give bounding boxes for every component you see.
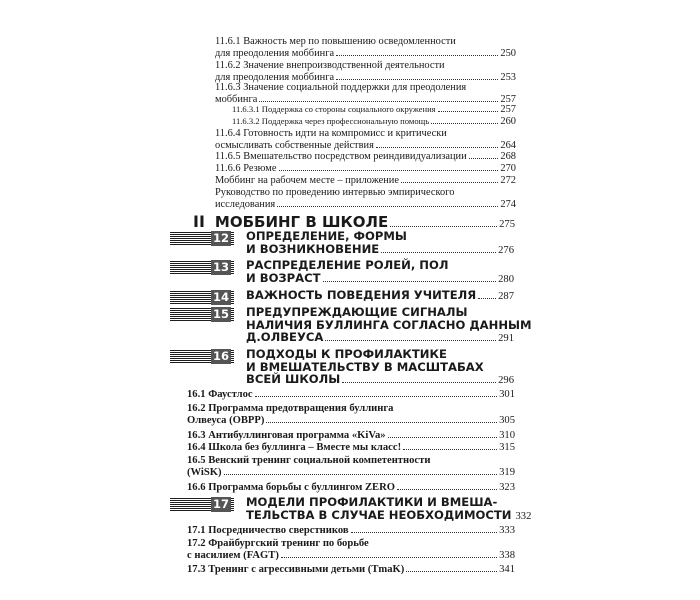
toc-entry-11-6-6: 11.6.6 Резюме 270 bbox=[215, 163, 516, 174]
page-number: 301 bbox=[499, 389, 515, 400]
chapter-15: 15 ПРЕДУПРЕЖДАЮЩИЕ СИГНАЛЫ НАЛИЧИЯ БУЛЛИНГА СОГЛАСНО ДАННЫМ Д.ОЛВЕУСА 291 bbox=[170, 306, 514, 346]
section-title: МОББИНГ В ШКОЛЕ bbox=[214, 213, 389, 231]
page-number: 274 bbox=[500, 198, 516, 210]
chapter-12: 12 ОПРЕДЕЛЕНИЕ, ФОРМЫ И ВОЗНИКНОВЕНИЕ 276 bbox=[170, 230, 514, 258]
toc-entry-11-6-5: 11.6.5 Вмешательство посредством реиндивидуализации 268 bbox=[215, 151, 516, 162]
page-number: 296 bbox=[498, 375, 514, 386]
page-number: 270 bbox=[500, 163, 516, 174]
toc-entry-11-6-4: 11.6.4 Готовность идти на компромисс и критически осмысливать собственные действия 264 bbox=[215, 128, 516, 151]
toc-entry-17-1: 17.1 Посредничество сверстников 333 bbox=[187, 525, 515, 536]
page-number: 305 bbox=[499, 414, 515, 426]
toc-entry-11-6-1: 11.6.1 Важность мер по повышению осведомленности для преодоления моббинга 250 bbox=[215, 36, 516, 59]
chapter-number-bar bbox=[170, 261, 234, 275]
section-number: II bbox=[193, 212, 205, 231]
toc-entry-16-5: 16.5 Венский тренинг социальной компетентности (WiSK) 319 bbox=[187, 455, 515, 478]
toc-entry-11-6-3-2: 11.6.3.2 Поддержка через профессиональную помощь 260 bbox=[232, 116, 516, 127]
chapter-number-bar bbox=[170, 232, 234, 246]
toc-entry-16-6: 16.6 Программа борьбы с буллингом ZERO 323 bbox=[187, 482, 515, 493]
page-number: 257 bbox=[500, 93, 516, 105]
chapter-number: 17 bbox=[212, 497, 229, 511]
toc-entry-17-3: 17.3 Тренинг с агрессивными детьми (TmaK) 341 bbox=[187, 564, 515, 575]
page-number: 268 bbox=[500, 151, 516, 162]
page-number: 260 bbox=[500, 116, 516, 127]
toc-entry-16-2: 16.2 Программа предотвращения буллинга Олвеуса (OBPP) 305 bbox=[187, 403, 515, 426]
chapter-number-bar bbox=[170, 291, 234, 305]
page-number: 291 bbox=[498, 333, 514, 344]
toc-entry-appendix: Моббинг на рабочем месте – приложение 272 bbox=[215, 175, 516, 186]
chapter-number-bar bbox=[170, 350, 234, 364]
page-number: 333 bbox=[499, 525, 515, 536]
page-number: 332 bbox=[515, 510, 532, 522]
toc-entry-11-6-3-1: 11.6.3.1 Поддержка со стороны социального окружения 257 bbox=[232, 104, 516, 115]
page-number: 280 bbox=[498, 273, 514, 285]
page-number: 338 bbox=[499, 549, 515, 561]
chapter-number: 13 bbox=[212, 260, 229, 274]
chapter-number: 14 bbox=[212, 290, 229, 304]
page-number: 253 bbox=[500, 71, 516, 83]
toc-entry-16-1: 16.1 Фаустлос 301 bbox=[187, 389, 515, 400]
chapter-number: 15 bbox=[212, 307, 229, 321]
toc-entry-17-2: 17.2 Фрайбургский тренинг по борьбе с насилием (FAGT) 338 bbox=[187, 538, 515, 561]
page-number: 341 bbox=[499, 564, 515, 575]
chapter-13: 13 РАСПРЕДЕЛЕНИЕ РОЛЕЙ, ПОЛ И ВОЗРАСТ 280 bbox=[170, 259, 514, 287]
toc-entry-16-3: 16.3 Антибуллинговая программа «KiVa» 310 bbox=[187, 430, 515, 441]
chapter-number: 16 bbox=[212, 349, 229, 363]
chapter-16: 16 ПОДХОДЫ К ПРОФИЛАКТИКЕ И ВМЕШАТЕЛЬСТВУ В МАСШТАБАХ ВСЕЙ ШКОЛЫ 296 bbox=[170, 348, 514, 388]
chapter-17: 17 МОДЕЛИ ПРОФИЛАКТИКИ И ВМЕША- ТЕЛЬСТВА В СЛУЧАЕ НЕОБХОДИМОСТИ 332 bbox=[170, 496, 514, 524]
toc-entry-11-6-3: 11.6.3 Значение социальной поддержки для преодоления моббинга 257 bbox=[215, 82, 516, 105]
page-number: 250 bbox=[500, 47, 516, 59]
page-number: 276 bbox=[498, 244, 514, 256]
page-number: 287 bbox=[498, 291, 514, 302]
page-number: 323 bbox=[499, 482, 515, 493]
chapter-number-bar bbox=[170, 498, 234, 512]
page-number: 257 bbox=[500, 104, 516, 115]
page-number: 315 bbox=[499, 442, 515, 453]
toc-entry-11-6-2: 11.6.2 Значение внепроизводственной деятельности для преодоления моббинга 253 bbox=[215, 60, 516, 83]
page-number: 264 bbox=[500, 139, 516, 151]
toc-entry-interview-guide: Руководство по проведению интервью эмпирического исследования 274 bbox=[215, 187, 516, 210]
page-number: 310 bbox=[499, 430, 515, 441]
toc-entry-16-4: 16.4 Школа без буллинга – Вместе мы класс! 315 bbox=[187, 442, 515, 453]
page-number: 272 bbox=[500, 175, 516, 186]
chapter-14: 14 ВАЖНОСТЬ ПОВЕДЕНИЯ УЧИТЕЛЯ 287 bbox=[170, 289, 514, 305]
page-number: 275 bbox=[499, 219, 515, 230]
chapter-number-bar bbox=[170, 308, 234, 322]
chapter-number: 12 bbox=[212, 231, 229, 245]
page-number: 319 bbox=[499, 466, 515, 478]
